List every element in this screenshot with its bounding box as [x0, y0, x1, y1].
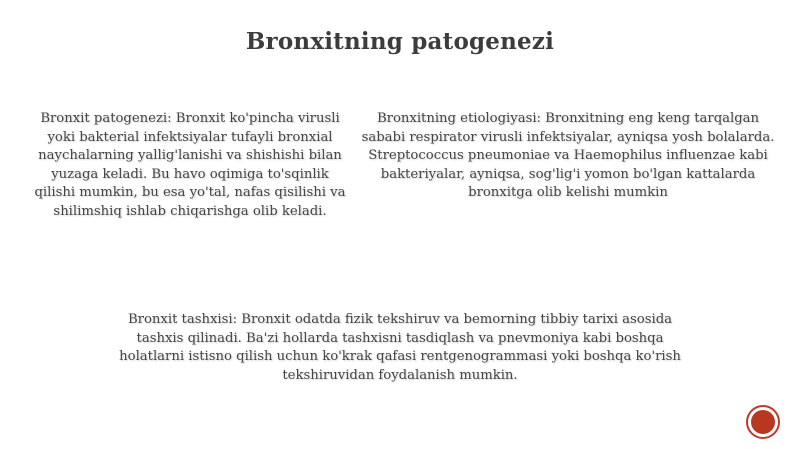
circle-nav-inner [751, 410, 775, 434]
etiology-text: Bronxitning etiologiyasi: Bronxitning eng keng tarqalgan sababi respirator virusli infektsiyalar, ayniqsa yosh bolalarda. Streptococcus pneumoniae va Haemophilus influenzae kabi bakteriyalar, ayniqsa, sog'lig'i yomon bo'lgan kattalarda bronxitga olib kelishi mumkin [361, 111, 775, 200]
circle-nav-icon[interactable] [746, 405, 780, 439]
slide-title: Bronxitning patogenezi [245, 28, 555, 55]
diagnosis-text: Bronxit tashxisi: Bronxit odatda fizik tekshiruv va bemorning tibbiy tarixi asosida tashxis qilinadi. Ba'zi hollarda tashxisni tasdiqlash va pnevmoniya kabi boshqa holatlarni istisno qilish uchun ko'krak qafasi rentgenogrammasi yoki boshqa ko'rish tekshiruvidan foydalanish mumkin. [119, 312, 681, 383]
pathogenesis-text: Bronxit patogenezi: Bronxit ko'pincha virusli yoki bakterial infektsiyalar tufayli bronxial naychalarning yallig'lanishi va shishishi bilan yuzaga keladi. Bu havo oqimiga to'sqinlik qilishi mumkin, bu esa yo'tal, nafas qisilishi va shilimshiq ishlab chiqarishga olib keladi. [34, 111, 346, 219]
